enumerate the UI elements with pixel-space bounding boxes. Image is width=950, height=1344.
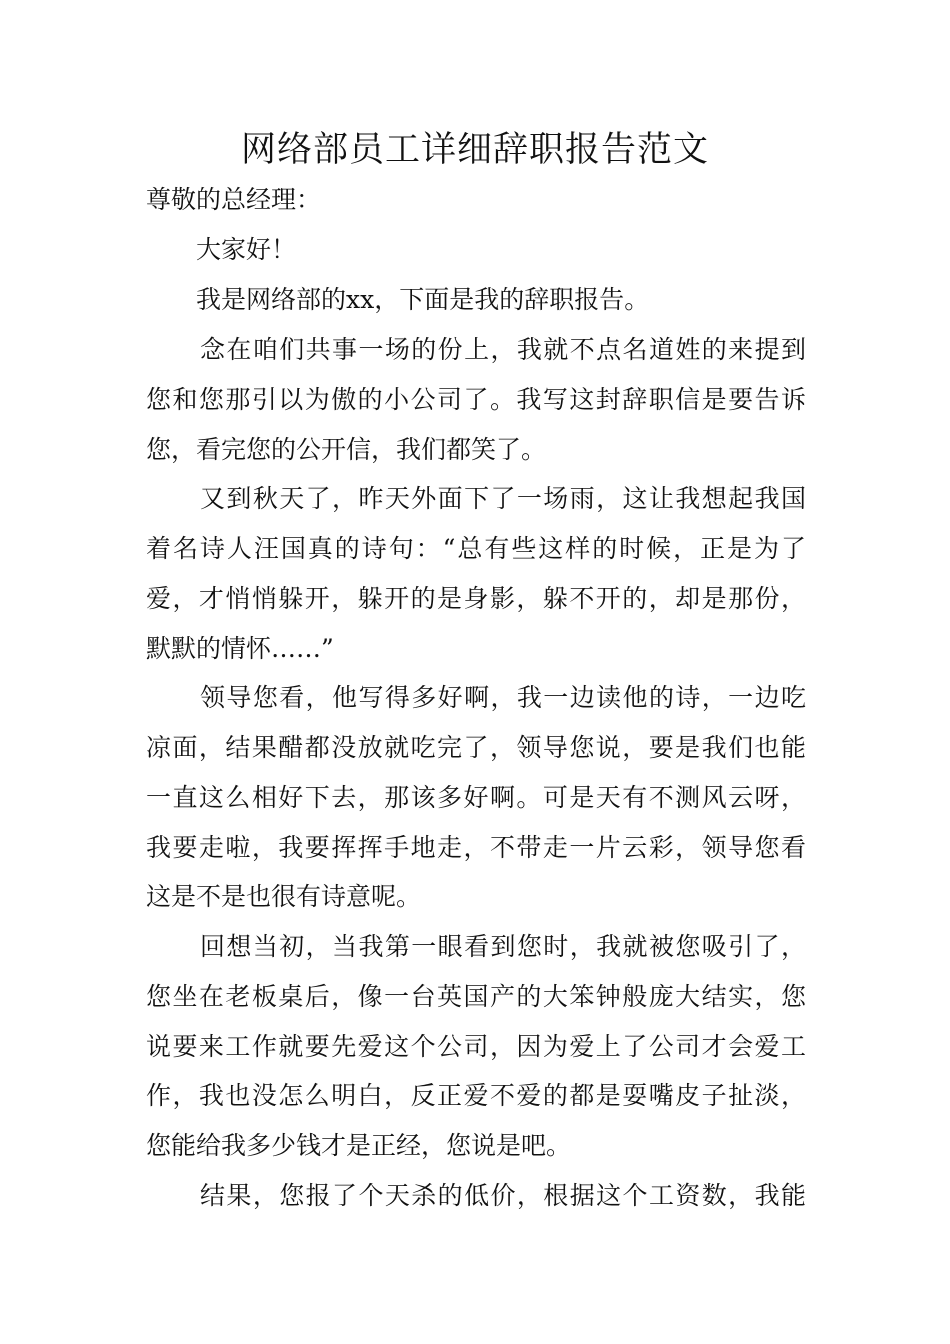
document-title: 网络部员工详细辞职报告范文 <box>240 130 709 170</box>
paragraph-1-line-1: 念在咱们共事一场的份上，我就不点名道姓的来提到 <box>200 335 806 364</box>
paragraph-2-line-3: 爱，才悄悄躲开，躲开的是身影，躲不开的，却是那份， <box>146 584 806 613</box>
paragraph-2-line-2: 着名诗人汪国真的诗句：“总有些这样的时候，正是为了 <box>146 534 806 563</box>
paragraph-2-line-1: 又到秋天了，昨天外面下了一场雨，这让我想起我国 <box>200 484 806 513</box>
paragraph-4-line-5: 您能给我多少钱才是正经，您说是吧。 <box>146 1131 572 1160</box>
paragraph-5-line-1: 结果，您报了个天杀的低价，根据这个工资数，我能 <box>200 1181 806 1210</box>
paragraph-4-line-2: 您坐在老板桌后，像一台英国产的大笨钟般庞大结实，您 <box>146 982 806 1011</box>
paragraph-4-line-4: 作，我也没怎么明白，反正爱不爱的都是耍嘴皮子扯淡， <box>146 1081 806 1110</box>
salutation: 尊敬的总经理： <box>146 185 322 214</box>
paragraph-3-line-1: 领导您看，他写得多好啊，我一边读他的诗，一边吃 <box>200 683 806 712</box>
paragraph-4-line-3: 说要来工作就要先爱这个公司，因为爱上了公司才会爱工 <box>146 1032 806 1061</box>
paragraph-2-line-4: 默默的情怀……” <box>146 634 334 663</box>
paragraph-1-line-3: 您，看完您的公开信，我们都笑了。 <box>146 435 547 464</box>
paragraph-3-line-2: 凉面，结果醋都没放就吃完了，领导您说，要是我们也能 <box>146 733 806 762</box>
paragraph-3-line-4: 我要走啦，我要挥挥手地走，不带走一片云彩，领导您看 <box>146 833 806 862</box>
intro-line: 我是网络部的xx，下面是我的辞职报告。 <box>196 285 650 314</box>
paragraph-3-line-3: 一直这么相好下去，那该多好啊。可是天有不测风云呀， <box>146 783 806 812</box>
paragraph-4-line-1: 回想当初，当我第一眼看到您时，我就被您吸引了， <box>200 932 806 961</box>
paragraph-3-line-5: 这是不是也很有诗意呢。 <box>146 882 422 911</box>
paragraph-1-line-2: 您和您那引以为傲的小公司了。我写这封辞职信是要告诉 <box>146 385 806 414</box>
greeting: 大家好！ <box>196 235 297 264</box>
